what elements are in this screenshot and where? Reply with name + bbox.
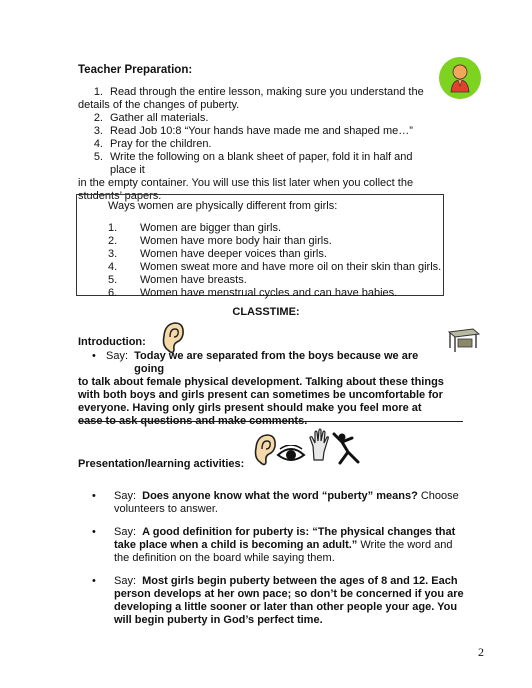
teacher-prep-list [78, 86, 433, 203]
box-num: 2. [108, 235, 118, 247]
prep-num: 4. [93, 138, 103, 150]
bullet-dot: • [92, 575, 96, 587]
prep-item: Pray for the children. [110, 138, 212, 150]
box-item: Women have breasts. [140, 274, 247, 286]
say-label: Say: [114, 575, 137, 587]
page-number: 2 [478, 645, 484, 659]
box-item: Women are bigger than girls. [140, 222, 282, 234]
teacher-prep-title: Teacher Preparation: [78, 64, 193, 76]
box-num: 4. [108, 261, 118, 273]
prep-item: Gather all materials. [110, 112, 209, 124]
box-item: Women have more body hair than girls. [140, 235, 332, 247]
ear-icon [252, 432, 278, 468]
presentation-item [92, 575, 464, 627]
box-item: Women have deeper voices than girls. [140, 248, 327, 260]
bullet-text: Write the word and the definition on the board while saying them. [114, 539, 453, 564]
prep-num: 1. [93, 86, 103, 98]
eye-icon [276, 445, 306, 465]
bullet-text: Choose volunteers to answer. [114, 490, 459, 515]
box-title: Ways women are physically different from girls: [108, 200, 338, 212]
bullet-bold: A good definition for puberty is: “The physical changes that take place when a child is becoming an adult.” [114, 526, 456, 551]
box-num: 6. [108, 287, 118, 299]
presentation-label: Presentation/learning activities: [78, 458, 245, 470]
praying-child-icon [438, 56, 482, 100]
prep-item-cont: in the empty container. You will use this list later when you collect the [78, 177, 414, 189]
introduction-text [78, 350, 448, 428]
prep-item: Read through the entire lesson, making sure you understand the [110, 86, 424, 98]
box-item: Women have menstrual cycles and can have babies. [140, 287, 398, 299]
say-label: Say: [106, 350, 129, 362]
section-divider [78, 421, 463, 422]
intro-rest: to talk about female physical development. Talking about these things with both boys and girls present can sometimes be uncomfortable for everyone. Having only girls present should make you feel more at ease to ask questions and make comments. [78, 376, 444, 427]
presentation-item [92, 526, 464, 565]
differences-list [108, 222, 441, 300]
bullet-dot: • [92, 490, 96, 502]
prep-num: 5. [93, 151, 103, 163]
classtime-heading: CLASSTIME: [232, 306, 300, 318]
introduction-label: Introduction: [78, 336, 146, 348]
box-num: 3. [108, 248, 118, 260]
presentation-item [92, 490, 464, 516]
box-item: Women sweat more and have more oil on their skin than girls. [140, 261, 442, 273]
bullet-bold: Most girls begin puberty between the ages of 8 and 12. Each person develops at her own pace; so don’t be concerned if you are developing a little sooner or later than other people your age. You will begin puberty in God’s perfect time. [114, 575, 464, 626]
stretching-person-icon [332, 432, 362, 466]
desk-icon [446, 326, 482, 354]
prep-item-cont: details of the changes of puberty. [78, 99, 240, 111]
bullet-dot: • [92, 350, 96, 362]
prep-item: Read Job 10:8 “Your hands have made me and shaped me…” [110, 125, 413, 137]
box-num: 5. [108, 274, 118, 286]
hand-icon [308, 428, 330, 462]
prep-item: Write the following on a blank sheet of paper, fold it in half and place it [110, 151, 413, 176]
prep-num: 2. [93, 112, 103, 124]
say-label: Say: [114, 490, 137, 502]
prep-num: 3. [93, 125, 103, 137]
say-label: Say: [114, 526, 137, 538]
bullet-bold: Does anyone know what the word “puberty” means? [142, 490, 418, 502]
prep-item-cont: students’ papers. [78, 190, 162, 202]
intro-line1: Today we are separated from the boys because we are going [134, 350, 419, 375]
bullet-dot: • [92, 526, 96, 538]
box-num: 1. [108, 222, 118, 234]
